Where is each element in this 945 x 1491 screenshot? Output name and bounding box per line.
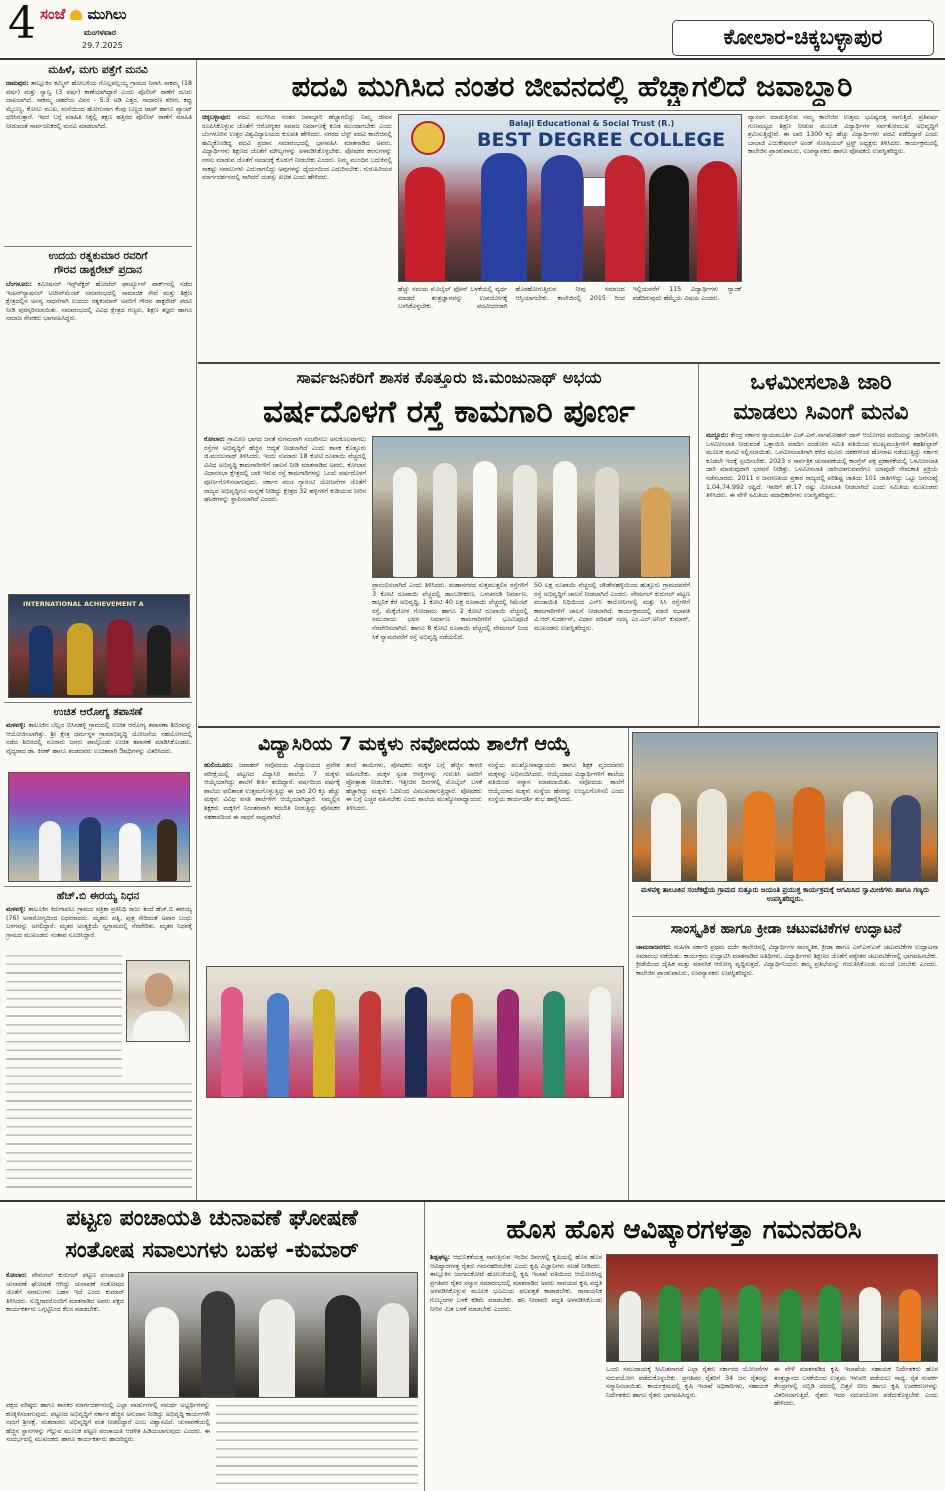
swamiji-event-photo [632, 732, 938, 882]
photo-person [405, 987, 427, 1097]
bottom-left-body-side-text: ವೇಮಗಲ್ ಕುರುಗಲ್ ಪಟ್ಟಣ ಪಂಚಾಯತಿ ಚುನಾವಣೆ ಘೋಷಣೆ ಆಗಿದ್ದು ಚುನಾವಣೆ ಸಂತೋಷದ ಜೊತೆಗೆ ಸವಾಲುಗಳು ಬಹಳ ಇದೆ ಎಂದು ಕುಮಾರ್ ತಿಳಿಸಿದರು. ಸುದ್ದಿಗಾರರೊಂದಿಗೆ ಮಾತನಾಡಿದ ಅವರು ಪಕ್ಷದ ಕಾರ್ಯಕರ್ತರು ಒಗ್ಗಟ್ಟಿನಿಂದ ಕೆಲಸ ಮಾಡಬೇಕು. [6, 1272, 124, 1314]
culture-body-text: ಮಹಿಳಾ ಸರ್ಕಾರಿ ಪ್ರಥಮ ದರ್ಜೆ ಕಾಲೇಜಿನಲ್ಲಿ ವಿದ್ಯಾರ್ಥಿಗಳ ಸಾಂಸ್ಕೃತಿಕ, ಕ್ರೀಡಾ ಹಾಗೂ ಎನ್‌ಎಸ್‌ಎಸ್ ಚಟುವಟಿಕೆಗಳ ಉದ್ಘಾಟನಾ ಸಮಾರಂಭ ನಡೆಯಿತು. ಕಾರ್ಯಕ್ರಮ ಉದ್ಘಾಟಿಸಿ ಮಾತನಾಡಿದ ಅತಿಥಿಗಳು, ವಿದ್ಯಾರ್ಥಿಗಳು ಶಿಕ್ಷಣದ ಜೊತೆಗೆ ಪಠ್ಯೇತರ ಚಟುವಟಿಕೆಗಳಲ್ಲಿ ಭಾಗವಹಿಸಬೇಕು. ಕ್ರೀಡೆಯಿಂದ ದೈಹಿಕ ಮತ್ತು ಮಾನಸಿಕ ಆರೋಗ್ಯ ವೃದ್ಧಿಸುತ್ತದೆ. ವಿದ್ಯಾರ್ಥಿನಿಯರು ತಮ್ಮ ಪ್ರತಿಭೆಯನ್ನು ಗುರುತಿಸಿಕೊಂಡು ಮುಂದೆ ಬರಬೇಕು ಎಂದರು. ಕಾಲೇಜಿನ ಪ್ರಾಂಶುಪಾಲರು, ಉಪನ್ಯಾಸಕರು ಉಪಸ್ಥಿತರಿದ್ದರು. [636, 944, 938, 977]
obituary-photo [126, 960, 190, 1042]
photo-person [513, 465, 537, 577]
photo-person [595, 467, 619, 577]
photo-person [699, 1287, 721, 1362]
navodaya-dateline: ಹುಲಿಯೂರು: [204, 762, 233, 769]
top-body-col1 [202, 114, 392, 358]
bottom-left-body-side [6, 1272, 124, 1364]
bottom-left-headline1: ಪಟ್ಟಣ ಪಂಚಾಯತಿ ಚುನಾವಣೆ ಘೋಷಣೆ [66, 1206, 358, 1231]
photo-person [543, 991, 565, 1097]
bottom-right-dateline: ಶಿಡ್ಲಘಟ್ಟ: [430, 1254, 451, 1261]
brand-part1: ಸಂಜೆ [40, 5, 66, 23]
story2-body [6, 281, 192, 589]
right-body-text: ಕೇಂದ್ರ ಸರ್ಕಾರ ನ್ಯಾಯಮೂರ್ತಿ ಎಚ್.ಎನ್.ನಾಗಮೋಹನ್ ದಾಸ್ ಆಯೋಗದ ವರದಿಯನ್ನು ಜಾರಿಗೊಳಿಸಿ ಒಳಮೀಸಲಾತಿ ನೀಡುವಂತೆ ಒತ್ತಾಯಿಸಿ ಮಾದಿಗ ದಂಡೋರ ಸಮಿತಿ ವತಿಯಿಂದ ಮುಖ್ಯಮಂತ್ರಿಗಳಿಗೆ ತಹಶೀಲ್ದಾರ್ ಮೂಲಕ ಮನವಿ ಸಲ್ಲಿಸಲಾಯಿತು. ಒಳಮೀಸಲಾತಿಗಾಗಿ ಕಳೆದ ಮೂರು ದಶಕಗಳಿಂದ ಹೋರಾಟ ನಡೆಯುತ್ತಿದ್ದು ಸರ್ಕಾರ ಕೂಡಲೇ ಇದಕ್ಕೆ ಸ್ಪಂದಿಸಬೇಕು. 2023 ರ ಸಾರ್ವತ್ರಿಕ ಚುನಾವಣೆಯಲ್ಲಿ ಕಾಂಗ್ರೆಸ್ ಪಕ್ಷ ಪ್ರಣಾಳಿಕೆಯಲ್ಲಿ ಒಳಮೀಸಲಾತಿ ಜಾರಿ ಮಾಡುವುದಾಗಿ ಭರವಸೆ ನೀಡಿತ್ತು. ಒಳಮೀಸಲಾತಿ ಜಾರಿಯಾಗುವವರೆಗೂ ಯಾವುದೇ ನೇಮಕಾತಿ ಪ್ರಕ್ರಿಯೆ ನಡೆಸಬಾರದು. 2011 ರ ಜನಗಣತಿಯ ಪ್ರಕಾರ ರಾಜ್ಯದಲ್ಲಿ ಪರಿಶಿಷ್ಟ ಜಾತಿಯ 101 ಜಾತಿಗಳಿದ್ದು ಒಟ್ಟು ಜನಸಂಖ್ಯೆ 1,04,74,992 ರಷ್ಟಿದೆ. ಇವರಿಗೆ ಶೇ.17 ರಷ್ಟು ಮೀಸಲಾತಿ ನೀಡಲಾಗಿದೆ ಎಂದು ಸಮಿತಿಯ ಮುಖಂಡರು ತಿಳಿಸಿದರು. ಈ ವೇಳೆ ಸಮಿತಿಯ ಪದಾಧಿಕಾರಿಗಳು ಉಪಸ್ಥಿತರಿದ್ದರು. [706, 432, 938, 500]
middle-body-col2-text: ಪ್ರಾರಂಭಿಸಲಾಗಿದೆ ಎಂದು ತಿಳಿಸಿದರು. ಮಹಾನಗರದ ಸುತ್ತಮುತ್ತಲಿನ ರಸ್ತೆಗಳಿಗೆ 3 ಕೋಟಿ ರೂಪಾಯಿ ವೆಚ್ಚದಲ್ಲಿ ಡಾಂಬರೀಕರಣ, ಒಳಚರಂಡಿ ನಿರ್ಮಾಣ, ಕಾಲ್ಪನಿಕ ಕೆರೆ ಅಭಿವೃದ್ಧಿ, 1 ಕೋಟಿ 40 ಲಕ್ಷ ರೂಪಾಯಿ ವೆಚ್ಚದಲ್ಲಿ ಸಿಮೆಂಟ್ ರಸ್ತೆ, ಮೆಕ್ಕೆಜೋಳ ಗೋದಾಮು ಹಾಗೂ 2 ಕೋಟಿ ರೂಪಾಯಿ ವೆಚ್ಚದಲ್ಲಿ ಸಮುದಾಯ ಭವನ ನಿರ್ಮಾಣ ಕಾಮಗಾರಿಗಳಿಗೆ ಭೂಮಿಪೂಜೆ ನೆರವೇರಿಸಲಾಗಿದೆ. ಹಾಗೂ 8 ಕೋಟಿ ರೂಪಾಯಿ ವೆಚ್ಚದಲ್ಲಿ ವೇಮಗಲ್ ನಿಂದ ಸಿಕೆ ನ್ಯಾಮರವರೆಗೆ ರಸ್ತೆ ಅಭಿವೃದ್ಧಿ ನಡೆಯಲಿದೆ. [372, 582, 528, 641]
story4-body-wrap [6, 952, 122, 1078]
photo-person [145, 1307, 179, 1398]
photo-priest [641, 487, 671, 577]
photo-person [267, 993, 289, 1097]
navodaya-body-col2-text: ತಂದೆ ತಾಯಿಗಳು, ಪೋಷಕರು ಮಕ್ಕಳ ಬಗ್ಗೆ ಹೆಚ್ಚಿನ ಕಾಳಜಿ ವಹಿಸಬೇಕು. ಮಕ್ಕಳ ಸ್ವಂತ ಆಸಕ್ತಿಗಳನ್ನು ಗುರುತಿಸಿ ಅವರಿಗೆ ಪ್ರೋತ್ಸಾಹ ನೀಡಬೇಕು. ಇತ್ತೀಚಿನ ದಿನಗಳಲ್ಲಿ ಮೊಬೈಲ್ ಬಳಕೆ ಹೆಚ್ಚಾಗಿದ್ದು ಮಕ್ಕಳು ಓದಿನಿಂದ ವಿಮುಖರಾಗುತ್ತಿದ್ದಾರೆ. ಪೋಷಕರು ಈ ಬಗ್ಗೆ ಎಚ್ಚರ ವಹಿಸಬೇಕು ಎಂದು ಶಾಲೆಯ ಮುಖ್ಯೋಪಾಧ್ಯಾಯರು ತಿಳಿಸಿದರು. [346, 762, 482, 812]
bottom-right-body-col2 [606, 1366, 768, 1486]
photo-person [659, 1285, 681, 1362]
story3-text: ತಾಲೂಕಿನ ಬೆಲ್ಲದ ಬಿಸಿನಹಳ್ಳಿ ಗ್ರಾಮದಲ್ಲಿ ಉಚಿತ ಆರೋಗ್ಯ ತಪಾಸಣಾ ಶಿಬಿರವನ್ನು ಆಯೋಜಿಸಲಾಗಿತ್ತು. ಶ್ರೀ ಕ್ಷೇತ್ರ ಧರ್ಮಸ್ಥಳ ಗ್ರಾಮಾಭಿವೃದ್ಧಿ ಯೋಜನೆಯ ಸಹಯೋಗದಲ್ಲಿ ನಡೆದ ಶಿಬಿರದಲ್ಲಿ ನೂರಾರು ಜನರು ಪಾಲ್ಗೊಂಡು ಉಚಿತ ತಪಾಸಣೆ ಮಾಡಿಸಿಕೊಂಡರು. ವೈದ್ಯರಾದ ಡಾ. ಕಿರಣ್ ಹಾಗೂ ತಂಡದವರು ಉಚಿತವಾಗಿ ಔಷಧಿಗಳನ್ನು ವಿತರಿಸಿದರು. [6, 722, 192, 755]
navodaya-body-col3-text: ಸಂಸ್ಥೆಯ ಮುಖ್ಯೋಪಾಧ್ಯಾಯರು ಹಾಗೂ ಶಿಕ್ಷಕ ವೃಂದದವರು ಮಕ್ಕಳನ್ನು ಅಭಿನಂದಿಸಿದರು. ಆಯ್ಕೆಯಾದ ವಿದ್ಯಾರ್ಥಿಗಳಿಗೆ ಶಾಲೆಯ ವತಿಯಿಂದ ಸನ್ಮಾನ ಮಾಡಲಾಯಿತು. ನವೋದಯ ಶಾಲೆಗೆ ಆಯ್ಕೆಯಾದ ಮಕ್ಕಳು ಸಂಸ್ಥೆಯ ಹೆಸರನ್ನು ಉಜ್ವಲಗೊಳಿಸಲಿ ಎಂದು ಸಂಸ್ಥೆಯ ಕಾರ್ಯದರ್ಶಿ ಶುಭ ಹಾರೈಸಿದರು. [488, 762, 624, 804]
navodaya-headline: ವಿದ್ಯಾಸಿರಿಯ 7 ಮಕ್ಕಳು ನವೋದಯ ಶಾಲೆಗೆ ಆಯ್ಕೆ [258, 733, 570, 755]
middle-right-rule [698, 364, 699, 726]
swamiji-photo-caption: ಮಳವಳ್ಳಿ ತಾಲೂಕಿನ ಸಂಜೆಕಟ್ಟೆಯ ಗ್ರಾಮದ ಸುತ್ತೂರು ಜಯಂತಿ ಪ್ರಯುಕ್ತ ಕಾರ್ಯಕ್ರಮಕ್ಕೆ ಆಗಮಿಸಿದ ಸ್ವಾಮೀಜಿಗಳು ಹಾಗೂ ಗಣ್ಯರು ಉಪಸ್ಥಿತರಿದ್ದರು. [640, 886, 929, 903]
story4-dateline: ಮಳವಳ್ಳಿ: [6, 906, 26, 913]
top-dateline: ಚಿಕ್ಕಬಳ್ಳಾಪುರ: [202, 114, 231, 121]
doctorate-photo [8, 594, 190, 698]
rule-story1 [4, 246, 192, 247]
right-headline1: ಒಳಮೀಸಲಾತಿ ಜಾರಿ [750, 370, 892, 395]
photo-person [67, 623, 93, 695]
story1-body [6, 80, 192, 242]
top-body-under-photo [398, 286, 742, 358]
certificate-frame [583, 177, 607, 207]
photo-person [697, 161, 737, 282]
middle-body-col1 [204, 436, 366, 696]
photo-person [843, 791, 873, 882]
photo-person [819, 1285, 841, 1362]
bottom-right-headline: ಹೊಸ ಹೊಸ ಆವಿಷ್ಕಾರಗಳತ್ತಾ ಗಮನಹರಿಸಿ [506, 1215, 862, 1245]
story1-dateline: ರಾಮಪುರ: [6, 80, 29, 87]
photo-person [649, 165, 689, 282]
right-body [706, 432, 938, 722]
photo-person [377, 1303, 409, 1398]
bottom-left-headline2: ಸಂತೋಷ ಸವಾಲುಗಳು ಬಹಳ -ಕುಮಾರ್ [65, 1238, 359, 1263]
page-number: 4 [8, 0, 36, 49]
photo-person [697, 789, 727, 882]
photo-person [313, 989, 335, 1097]
section-title: ಕೋಲಾರ-ಚಿಕ್ಕಬಳ್ಳಾಪುರ [723, 25, 883, 49]
photo-person [405, 167, 445, 282]
story3-headline: ಉಚಿತ ಆರೋಗ್ಯ ತಪಾಸಣೆ [53, 706, 143, 718]
photo-face [145, 973, 173, 1007]
bottom-right-body-col3 [774, 1366, 938, 1486]
story3-body [6, 722, 192, 770]
photo-person [473, 461, 497, 577]
photo-person [221, 987, 243, 1097]
culture-dateline: ಚಾಮರಾಜನಗರ: [636, 944, 672, 951]
bottom-right-body-col1-text: ಆಧುನಿಕತೆಯತ್ತ ಸಾಗುತ್ತಿರುವ ಇಂದಿನ ದಿನಗಳಲ್ಲಿ ಕೃಷಿಯಲ್ಲಿ ಹೊಸ ಹೊಸ ಆವಿಷ್ಕಾರಗಳತ್ತ ರೈತರು ಗಮನಹರಿಸಬೇಕು ಎಂದು ಕೃಷಿ ವಿಜ್ಞಾನಿಗಳು ಸಲಹೆ ನೀಡಿದರು. ತಾಲ್ಲೂಕಿನ ಜಂಗಮಕೋಟೆ ಹೋಬಳಿಯಲ್ಲಿ ಕೃಷಿ ಇಲಾಖೆ ವತಿಯಿಂದ ಆಯೋಜಿಸಿದ್ದ ಪ್ರಗತಿಪರ ರೈತರ ಸನ್ಮಾನ ಸಮಾರಂಭದಲ್ಲಿ ಮಾತನಾಡಿದ ಅವರು ಸಾವಯವ ಕೃಷಿ ಪದ್ಧತಿ ಅಳವಡಿಸಿಕೊಳ್ಳುವ ಮೂಲಕ ಭೂಮಿಯ ಫಲವತ್ತತೆ ಕಾಪಾಡಬೇಕು. ರಾಸಾಯನಿಕ ಗೊಬ್ಬರಗಳ ಬಳಕೆ ಕಡಿಮೆ ಮಾಡಬೇಕು. ಹನಿ ನೀರಾವರಿ ಪದ್ಧತಿ ಅಳವಡಿಸಿಕೊಂಡು ನೀರಿನ ಮಿತ ಬಳಕೆ ಮಾಡಬೇಕು ಎಂದರು. [430, 1254, 602, 1313]
photo-person [605, 155, 645, 282]
story4-headline: ಹೆಚ್.ಬಿ ಈರಯ್ಯ ನಿಧನ [56, 890, 140, 902]
photo-person [793, 787, 825, 882]
navodaya-body-col2 [346, 762, 482, 962]
photo-person [433, 463, 457, 577]
photo-person [147, 625, 171, 695]
top-story-bottom-rule [198, 362, 940, 364]
students-group-photo [206, 966, 624, 1098]
middle-bottom-rule [198, 726, 940, 728]
story3-dateline: ಮಳವಳ್ಳಿ: [6, 722, 26, 729]
brand-logo [40, 4, 170, 26]
photo-person [157, 819, 177, 881]
photo-banner-line2: BEST DEGREE COLLEGE [477, 129, 726, 151]
college-emblem-icon [411, 121, 445, 155]
culture-body [636, 944, 938, 1196]
photo-person [107, 619, 133, 695]
navodaya-body-col1-text: ಜವಾಹರ್ ನವೋದಯ ವಿದ್ಯಾಲಯದ ಪ್ರವೇಶ ಪರೀಕ್ಷೆಯಲ್ಲಿ ಪಟ್ಟಣದ ವಿದ್ಯಾಸಿರಿ ಶಾಲೆಯ 7 ಮಕ್ಕಳು ಆಯ್ಕೆಯಾಗಿದ್ದು ಶಾಲೆಗೆ ಕೀರ್ತಿ ತಂದಿದ್ದಾರೆ. ವರ್ಷದಿಂದ ವರ್ಷಕ್ಕೆ ಶಾಲೆಯ ಫಲಿತಾಂಶ ಉತ್ತಮಗೊಳ್ಳುತ್ತಿದ್ದು ಈ ಬಾರಿ 20 ಕ್ಕೂ ಹೆಚ್ಚು ಮಕ್ಕಳು ವಿವಿಧ ವಸತಿ ಶಾಲೆಗಳಿಗೆ ಆಯ್ಕೆಯಾಗಿದ್ದಾರೆ. ನಮ್ಮಲ್ಲಿನ ಶಿಕ್ಷಕರು ಮಕ್ಕಳಿಗೆ ನಿರಂತರವಾಗಿ ತರಬೇತಿ ನೀಡುತ್ತಿದ್ದು ಪೋಷಕರ ಸಹಕಾರದಿಂದ ಈ ಸಾಧನೆ ಸಾಧ್ಯವಾಗಿದೆ. [204, 762, 340, 821]
middle-kicker: ಸಾರ್ವಜನಿಕರಿಗೆ ಶಾಸಕ ಕೊತ್ತೂರು ಜಿ.ಮಂಜುನಾಥ್ ಅಭಯ [296, 368, 602, 387]
bottom-section-rule [0, 1200, 945, 1202]
bottom-left-body-col1 [6, 1402, 210, 1486]
bottom-left-body-col2 [216, 1402, 418, 1486]
middle-body-col1-text: ಗ್ರಾಮೀಣ ಭಾಗದ ಜನತೆ ಸುಗಮವಾಗಿ ಸಂಚರಿಸಲು ಅನುಕೂಲವಾಗಲು ರಸ್ತೆಗಳ ಅಭಿವೃದ್ಧಿಗೆ ಹೆಚ್ಚಿನ ಆದ್ಯತೆ ನೀಡಲಾಗಿದೆ ಎಂದು ಶಾಸಕ ಕೊತ್ತೂರು ಜಿ.ಮಂಜುನಾಥ್ ತಿಳಿಸಿದರು. ಇಂದು ಸುಮಾರು 18 ಕೋಟಿ ರೂಪಾಯಿ ವೆಚ್ಚದಲ್ಲಿ ವಿವಿಧ ಅಭಿವೃದ್ಧಿ ಕಾಮಗಾರಿಗಳಿಗೆ ಚಾಲನೆ ನೀಡಿ ಮಾತನಾಡಿದ ಅವರು, ಕೋಲಾರ ವಿಧಾನಸಭಾ ಕ್ಷೇತ್ರದಲ್ಲಿ ಬಾಕಿ ಇರುವ ರಸ್ತೆ ಕಾಮಗಾರಿಗಳನ್ನು ಒಂದು ವರ್ಷದೊಳಗೆ ಪೂರ್ಣಗೊಳಿಸಲಾಗುವುದು. ಸರ್ಕಾರ ಪಂಚ ಗ್ಯಾರಂಟಿ ಯೋಜನೆಗಳ ಜೊತೆಗೆ ರಾಜ್ಯದ ಅಭಿವೃದ್ಧಿಗೂ ಮನ್ನಣೆ ನೀಡಿದ್ದು ಕ್ಷೇತ್ರದ 32 ಹಳ್ಳಿಗಳಿಗೆ ಕುಡಿಯುವ ನೀರಿನ ಘಟಕಗಳನ್ನು ಸ್ಥಾಪಿಸಲಾಗಿದೆ ಎಂದರು. [204, 436, 366, 504]
top-headline-rule [200, 110, 940, 111]
photo-person [589, 987, 611, 1097]
graduation-photo [398, 114, 742, 282]
right-dateline: ಮದ್ದೂರು: [706, 432, 729, 439]
navodaya-body-col1 [204, 762, 340, 962]
photo-person [553, 461, 577, 577]
rule-story3 [4, 886, 192, 887]
bottom-left-body-bottom-text: ಪಕ್ಷದ ವರಿಷ್ಠರು ಹಾಗೂ ಶಾಸಕರ ಮಾರ್ಗದರ್ಶನದಲ್ಲಿ ಎಲ್ಲಾ ವಾರ್ಡುಗಳಲ್ಲಿ ಸಮರ್ಥ ಅಭ್ಯರ್ಥಿಗಳನ್ನು ಕಣಕ್ಕಿಳಿಸಲಾಗುವುದು. ಪಟ್ಟಣದ ಅಭಿವೃದ್ಧಿಗೆ ಸರ್ಕಾರ ಹೆಚ್ಚಿನ ಅನುದಾನ ನೀಡಿದ್ದು ಅಭಿವೃದ್ಧಿ ಕಾರ್ಯಗಳೇ ನಮಗೆ ಶ್ರೀರಕ್ಷೆ. ಮತದಾರರು ಅಭಿವೃದ್ಧಿಗೆ ಮತ ನೀಡಲಿದ್ದಾರೆ ಎಂಬ ವಿಶ್ವಾಸವಿದೆ. ಚುನಾವಣೆಯಲ್ಲಿ ಹೆಚ್ಚಿನ ಸ್ಥಾನಗಳನ್ನು ಗೆಲ್ಲುವ ಮೂಲಕ ಪಟ್ಟಣ ಪಂಚಾಯತಿ ಆಡಳಿತ ಹಿಡಿಯಲಾಗುವುದು ಎಂದರು. ಈ ಸಂದರ್ಭದಲ್ಲಿ ಮುಖಂಡರು ಹಾಗೂ ಕಾರ್ಯಕರ್ತರು ಹಾಜರಿದ್ದರು. [6, 1402, 210, 1444]
story4-body-end [6, 1080, 192, 1194]
photo-banner-text: INTERNATIONAL ACHIEVEMENT A [23, 600, 144, 608]
photo-person [497, 989, 519, 1097]
bottom-right-body-col3-text: ಈ ವೇಳೆ ಮಾತನಾಡಿದ ಕೃಷಿ ಇಲಾಖೆಯ ಸಹಾಯಕ ನಿರ್ದೇಶಕರು ಹೊಸ ತಂತ್ರಜ್ಞಾನದ ಬಳಕೆಯಿಂದ ಉತ್ತಮ ಇಳುವರಿ ಪಡೆಯಲು ಸಾಧ್ಯ. ರೈತ ಸಂಪರ್ಕ ಕೇಂದ್ರಗಳಲ್ಲಿ ಸಬ್ಸಿಡಿ ದರದಲ್ಲಿ ಬಿತ್ತನೆ ಬೀಜ ಹಾಗೂ ಕೃಷಿ ಉಪಕರಣಗಳನ್ನು ವಿತರಿಸಲಾಗುತ್ತಿದೆ. ರೈತರು ಇದರ ಸದುಪಯೋಗ ಪಡೆದುಕೊಳ್ಳಬೇಕು ಎಂದು ಹೇಳಿದರು. [774, 1366, 938, 1408]
bottom-right-body-col2-text: ಒಂದು ಸಮುದಾಯಕ್ಕೆ ಸೀಮಿತವಾಗದೆ ಎಲ್ಲಾ ರೈತರು ಸರ್ಕಾರದ ಯೋಜನೆಗಳ ಸದುಪಯೋಗ ಪಡೆದುಕೊಳ್ಳಬೇಕು. ಪ್ರಗತಿಪರ ರೈತರಿಗೆ 34 ಜನ ರೈತರನ್ನು ಸನ್ಮಾನಿಸಲಾಯಿತು. ಕಾರ್ಯಕ್ರಮದಲ್ಲಿ ಕೃಷಿ ಇಲಾಖೆ ಅಧಿಕಾರಿಗಳು, ಸಹಾಯಕ ನಿರ್ದೇಶಕರು ಹಾಗೂ ರೈತರು ಭಾಗವಹಿಸಿದ್ದರು. [606, 1366, 768, 1399]
brand-part2: ಮುಗಿಲು [87, 7, 127, 23]
photo-person [201, 1291, 235, 1398]
story2-headline1: ಉದಯ ರತ್ನಕುಮಾರ ರವರಿಗೆ [48, 250, 148, 262]
photo-person [259, 1299, 295, 1398]
photo-person [899, 1289, 921, 1362]
photo-person [119, 823, 141, 881]
masthead-day: ಮಂಗಳವಾರ [84, 28, 117, 37]
photo-person [779, 1289, 801, 1362]
masthead-rule [0, 58, 945, 60]
story2-text: ಕಮೀಷನರ್ ಇನ್ಸ್‌ಪೆಕ್ಟರ್ ಹೋಟೆಲ್ ಫಾರ್ಚ್ಯೂನ್ ಪಾರ್ಕ್‌ನಲ್ಲಿ ನಡೆದ ಇಂಟರ್‌ನ್ಯಾಷನಲ್ ಅಚೀವ್‌ಮೆಂಟ್ ಸಮಾರಂಭದಲ್ಲಿ ಸಾಮಾಜಿಕ ಸೇವೆ ಮತ್ತು ಶಿಕ್ಷಣ ಕ್ಷೇತ್ರದಲ್ಲಿನ ಅನನ್ಯ ಸಾಧನೆಗಾಗಿ ಉದಯ ರತ್ನಕುಮಾರ್ ಅವರಿಗೆ ಗೌರವ ಡಾಕ್ಟರೇಟ್ ಪದವಿ ನೀಡಿ ಪುರಸ್ಕರಿಸಲಾಯಿತು. ಸಮಾರಂಭದಲ್ಲಿ ವಿವಿಧ ಕ್ಷೇತ್ರದ ಗಣ್ಯರು, ಶಿಕ್ಷಣ ತಜ್ಞರು ಹಾಗೂ ಸಮಾಜ ಸೇವಕರು ಭಾಗವಹಿಸಿದ್ದರು. [6, 281, 192, 323]
photo-person [359, 991, 381, 1097]
top-body-col4 [748, 114, 938, 358]
top-headline: ಪದವಿ ಮುಗಿಸಿದ ನಂತರ ಜೀವನದಲ್ಲಿ ಹೆಚ್ಚಾಗಲಿದೆ ಜವಾಬ್ದಾರಿ [291, 69, 853, 103]
health-camp-photo [8, 772, 190, 882]
photo-person [29, 625, 53, 695]
middle-dateline: ಕೋಲಾರ: [204, 436, 226, 443]
road-work-photo [372, 436, 690, 578]
photo-person [451, 993, 473, 1097]
story2-headline2: ಗೌರವ ಡಾಕ್ಟರೇಟ್ ಪ್ರದಾನ [54, 264, 142, 276]
rule-story2 [4, 702, 192, 703]
bottom-right-body-col1 [430, 1254, 602, 1486]
top-body-col4-text: ವ್ಯಾಸಂಗ ಮಾಡುತ್ತಿರುವ ನಮ್ಮ ಕಾಲೇಜಿನ ಉತ್ತಮ ಭವಿಷ್ಯದತ್ತ ಸಾಗುತ್ತಿದೆ. ಪ್ರತಿವರ್ಷ ಗುಣಮಟ್ಟದ ಶಿಕ್ಷಣ ನೀಡುವ ಮೂಲಕ ವಿದ್ಯಾರ್ಥಿಗಳ ಸರ್ವತೋಮುಖ ಅಭಿವೃದ್ಧಿಗೆ ಶ್ರಮಿಸುತ್ತಿದ್ದೇವೆ. ಈ ಬಾರಿ 1300 ಕ್ಕೂ ಹೆಚ್ಚು ವಿದ್ಯಾರ್ಥಿಗಳು ಪದವಿ ಪಡೆದಿದ್ದಾರೆ ಎಂದು ಬಾಲಾಜಿ ಎಜುಕೇಷನಲ್ ಅಂಡ್ ಸೋಷಿಯಲ್ ಟ್ರಸ್ಟ್ ಅಧ್ಯಕ್ಷರು ತಿಳಿಸಿದರು. ಕಾರ್ಯಕ್ರಮದಲ್ಲಿ ಕಾಲೇಜಿನ ಪ್ರಾಂಶುಪಾಲರು, ಉಪನ್ಯಾಸಕರು ಹಾಗೂ ಪೋಷಕರು ಉಪಸ್ಥಿತರಿದ್ದರು. [748, 114, 938, 156]
middle-body-col3 [534, 582, 690, 696]
culture-headline: ಸಾಂಸ್ಕೃತಿಕ ಹಾಗೂ ಕ್ರೀಡಾ ಚಟುವಟಿಕೆಗಳ ಉದ್ಘಾಟನೆ [670, 921, 902, 937]
photo-person [619, 1291, 641, 1362]
photo-person [541, 155, 583, 282]
culture-top-rule [632, 916, 940, 917]
middle-headline: ವರ್ಷದೊಳಗೆ ರಸ್ತೆ ಕಾಮಗಾರಿ ಪೂರ್ಣ [263, 394, 635, 430]
photo-person [743, 791, 775, 882]
top-body-col1-text: ಪದವಿ ಮುಗಿಸಿದ ನಂತರ ಜವಾಬ್ದಾರಿ ಹೆಚ್ಚಾಗಲಿದ್ದು ನಿಮ್ಮ ಜೀವನ ರೂಪಿಸಿಕೊಳ್ಳುವ ಜೊತೆಗೆ ಆರೋಗ್ಯಕರ ಸಮಾಜ ನಿರ್ಮಾಣಕ್ಕೆ ಕೂಡ ಮುಂದಾಗಬೇಕು ಎಂದು ಬೆಂಗಳೂರಿನ ಉತ್ತರ ವಿಶ್ವವಿದ್ಯಾಲಯದ ಕುಲಪತಿ ಹೇಳಿದರು. ನಗರದ ಬೆಸ್ಟ್ ಪದವಿ ಕಾಲೇಜಿನಲ್ಲಿ ಹಮ್ಮಿಕೊಂಡಿದ್ದ ಪದವಿ ಪ್ರದಾನ ಸಮಾರಂಭದಲ್ಲಿ ಭಾಗವಹಿಸಿ ಮಾತನಾಡಿದ ಅವರು, ವಿದ್ಯಾರ್ಥಿಗಳು ಶಿಕ್ಷಣದ ಜೊತೆಗೆ ಮೌಲ್ಯಗಳನ್ನು ಅಳವಡಿಸಿಕೊಳ್ಳಬೇಕು. ಪೋಷಕರ ಕನಸುಗಳನ್ನು ನನಸು ಮಾಡುವ ಜೊತೆಗೆ ಸಮಾಜಕ್ಕೆ ಕೊಡುಗೆ ನೀಡಬೇಕು ಎಂದರು. ನಿಮ್ಮ ಮುಂದಿನ ಬದುಕಿನಲ್ಲಿ ಸಾಕಷ್ಟು ಸವಾಲುಗಳು ಎದುರಾಗಲಿದ್ದು ಅವುಗಳನ್ನು ಧೈರ್ಯದಿಂದ ಎದುರಿಸಬೇಕು. ಗುರುಹಿರಿಯರ ಮಾರ್ಗದರ್ಶನದಲ್ಲಿ ಸಾಗಿದರೆ ಯಶಸ್ಸು ಖಚಿತ ಎಂದು ಹೇಳಿದರು. [202, 114, 392, 182]
photo-person [651, 793, 681, 882]
photo-person [859, 1287, 881, 1362]
bottom-center-rule [424, 1202, 425, 1491]
story2-dateline: ಬೆಂಗಳೂರು: [6, 281, 33, 288]
photo-person [739, 1285, 761, 1362]
photo-banner-line1: Balaji Educational & Social Trust (R.) [509, 119, 675, 128]
left-column-rule [196, 60, 197, 1200]
masthead-date: 29.7.2025 [82, 41, 123, 50]
photo-person [39, 821, 61, 881]
middle-body-col2 [372, 582, 528, 696]
photo-person [325, 1295, 361, 1398]
bottom-left-dateline: ಕೋಲಾರ: [6, 1272, 28, 1279]
middle-body-col3-text: 50 ಲಕ್ಷ ರೂಪಾಯಿ ವೆಚ್ಚದಲ್ಲಿ ಚೌಡೇನಹಳ್ಳಿಯಿಂದ ಹುತ್ತೂರು ಗ್ರಾಮದವರೆಗೆ ರಸ್ತೆ ಅಭಿವೃದ್ಧಿಗೆ ಚಾಲನೆ ನೀಡಲಾಗಿದೆ ಎಂದರು. ವೇಮಗಲ್ ಕುರುಗಲ್ ಪಟ್ಟಣ ಪಂಚಾಯಿತಿ ನಿಧಿಯಿಂದ ಎಸ್‌ಸಿ ಕಾಲೋನಿಗಳಲ್ಲಿ ಮತ್ತು ಸಿಸಿ ರಸ್ತೆಗಳಿಗೆ ಕಾಮಗಾರಿಗಳಿಗೆ ಚಾಲನೆ ನೀಡಲಾಗಿದೆ. ಕಾರ್ಯಕ್ರಮದಲ್ಲಿ ಮಾಜಿ ಸಭಾಪತಿ ವಿ.ಆರ್.ಸುದರ್ಶನ್, ವಿಧಾನ ಪರಿಷತ್ ಸದಸ್ಯ ಎಂ.ಎಲ್.ಅನಿಲ್ ಕುಮಾರ್, ಮುಖಂಡರು ಉಪಸ್ಥಿತರಿದ್ದರು. [534, 582, 690, 632]
story1-headline: ಮಹಿಳೆ, ಮಗು ಪತ್ತೆಗೆ ಮನವಿ [48, 64, 148, 76]
photo-person [79, 817, 101, 881]
story1-text: ತಾಲ್ಲೂಕಿನ ಕಮ್ಮಿನ್ ಹೋಬಳಿಯ ಗೊಲ್ಲಪಲ್ಲಯ್ಯ ಗ್ರಾಮದ ನಿವಾಸಿ ಸಾಕಮ್ಮ (18 ವರ್ಷ) ಮತ್ತು ಸ್ವಾನ್ವಿ (3 ವರ್ಷ) ಕಾಣೆಯಾಗಿದ್ದಾರೆ ಎಂದು ಪೊಲೀಸ್ ಠಾಣೆಗೆ ದೂರು ದಾಖಲಾಗಿದೆ. ಸಾಕಮ್ಮ ಚಹರೆಯ ವಿವರ - 5.3 ಅಡಿ ಎತ್ತರ, ಸಾಧಾರಣ ಶರೀರ, ಕಪ್ಪು ಮೈಬಣ್ಣ, ಕೋಲು ಮುಖ, ಮನೆಯಿಂದ ಹೋಗುವಾಗ ಕೆಂಪು ಬಣ್ಣದ ಟಾಪ್ ಹಾಗೂ ಪ್ಯಾಂಟ್ ಧರಿಸಿರುತ್ತಾರೆ. ಇವರ ಬಗ್ಗೆ ಮಾಹಿತಿ ಸಿಕ್ಕಲ್ಲಿ ತಕ್ಷಣ ಹತ್ತಿರದ ಪೊಲೀಸ್ ಠಾಣೆಗೆ ಮಾಹಿತಿ ನೀಡುವಂತೆ ಸಾರ್ವಜನಿಕರಲ್ಲಿ ಮನವಿ ಮಾಡಲಾಗಿದೆ. [6, 80, 192, 130]
right-headline2: ಮಾಡಲು ಸಿಎಂಗೆ ಮನವಿ [733, 400, 909, 425]
story4-text: ತಾಲೂಕಿನ ಕಿರುಗಾವಲು ಗ್ರಾಮದ ಪತ್ರಿಕಾ ಪ್ರತಿನಿಧಿ ರಾಜು ತಂದೆ ಹೆಚ್.ಬಿ ಈರಯ್ಯ (76) ಅನಾರೋಗ್ಯದಿಂದ ನಿಧನರಾದರು. ಮೃತರು ಪತ್ನಿ, ಪುತ್ರ ಸೇರಿದಂತೆ ಅಪಾರ ಬಂಧು ಬಳಗವನ್ನು ಅಗಲಿದ್ದಾರೆ. ಮೃತರ ಅಂತ್ಯಕ್ರಿಯೆ ಸ್ವಗ್ರಾಮದಲ್ಲಿ ನೆರವೇರಿತು. ಮೃತರ ನಿಧನಕ್ಕೆ ಗ್ರಾಮದ ಮುಖಂಡರು ಸಂತಾಪ ಸೂಚಿಸಿದ್ದಾರೆ. [6, 906, 192, 939]
top-body-under-photo-text: ಹೆಚ್ಚು ಸಮಯ ಮೊಬೈಲ್ ಫೋನ್ ಬಳಕೆಯಲ್ಲಿ ವ್ಯರ್ಥ ಮಾಡದೆ ತಂತ್ರಜ್ಞಾನವನ್ನು ಉಪಯೋಗಕ್ಕೆ ಬಳಸಿಕೊಳ್ಳಬೇಕು. ಪದವೀಧರರಾಗಿ ಹೊರಹೋಗುತ್ತಿರುವ ನೀವು ಸಮಾಜದ ಆಸ್ತಿಯಾಗಬೇಕು. ಕಾಲೇಜಿನಲ್ಲಿ 2015 ರಿಂದ ಇಲ್ಲಿಯವರೆಗೆ 115 ವಿದ್ಯಾರ್ಥಿಗಳು ರ‍್ಯಾಂಕ್ ಪಡೆದಿರುವುದು ಹೆಮ್ಮೆಯ ವಿಷಯ ಎಂದರು. [398, 286, 742, 311]
navodaya-body-col3 [488, 762, 624, 962]
navodaya-right-rule [628, 728, 629, 1200]
photo-shirt [133, 1011, 185, 1042]
election-photo [128, 1272, 418, 1398]
photo-person [393, 467, 417, 577]
photo-person [891, 795, 921, 882]
story4-body-top [6, 906, 192, 950]
photo-person [481, 153, 527, 282]
sun-cloud-icon [70, 10, 82, 20]
farmers-felicitation-photo [606, 1254, 938, 1362]
